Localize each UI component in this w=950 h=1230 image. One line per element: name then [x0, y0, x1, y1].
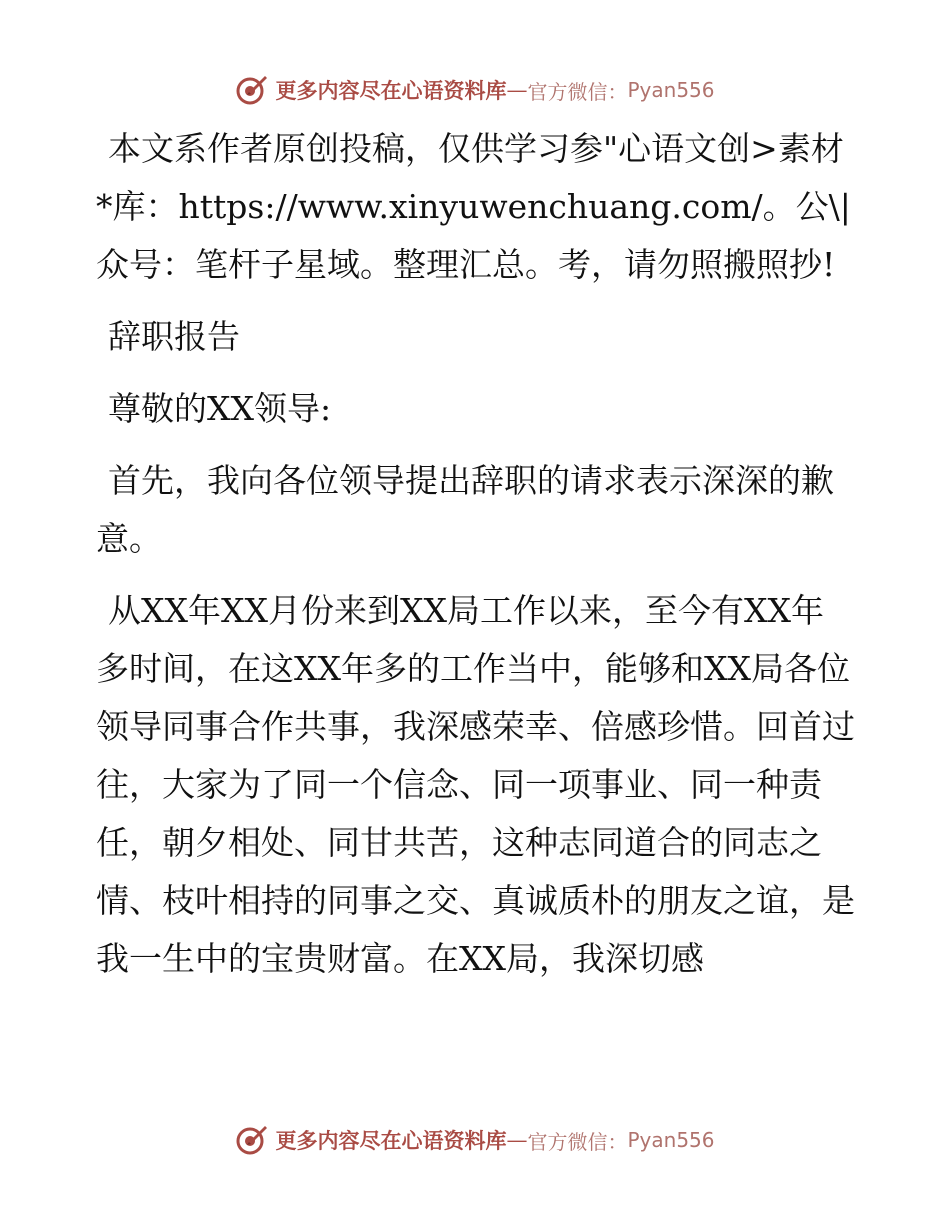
header-separator: — [506, 78, 528, 102]
footer-banner [0, 1120, 950, 1160]
footer-separator: — [506, 1128, 528, 1152]
header-wechat-label: 官方微信： [527, 79, 628, 104]
paragraph-apology: 首先，我向各位领导提出辞职的请求表示深深的歉意。 [96, 461, 834, 558]
document-body [96, 120, 856, 1002]
footer-wechat-label: 官方微信： [527, 1129, 628, 1154]
header-banner [0, 70, 950, 110]
copyright-notice: 本文系作者原创投稿，仅供学习参"心语文创>素材*库：https://www.xinyuwenchuang.com/。公\|众号：笔杆子星域。整理汇总。考，请勿照搬照抄! [96, 129, 851, 284]
header-wechat-id: Pyan556 [627, 78, 715, 102]
paragraph-work-history: 从XX年XX月份来到XX局工作以来，至今有XX年多时间，在这XX年多的工作当中，能够和XX局各位领导同事合作共事，我深感荣幸、倍感珍惜。回首过往，大家为了同一个信念、同一项事业、同一种责任，朝夕相处、同甘共苦，这种志同道合的同志之情、枝叶相持的同事之交、真诚质朴的朋友之谊，是我一生中的宝贵财富。在XX局，我深切感 [96, 591, 855, 978]
pen-logo-icon [235, 1123, 269, 1157]
footer-wechat-id: Pyan556 [627, 1128, 715, 1152]
pen-logo-icon [235, 73, 269, 107]
document-title: 辞职报告 [108, 317, 240, 356]
salutation: 尊敬的XX领导: [108, 389, 332, 428]
footer-site-name: 更多内容尽在心语资料库 [275, 1128, 507, 1153]
header-site-name: 更多内容尽在心语资料库 [275, 78, 507, 103]
